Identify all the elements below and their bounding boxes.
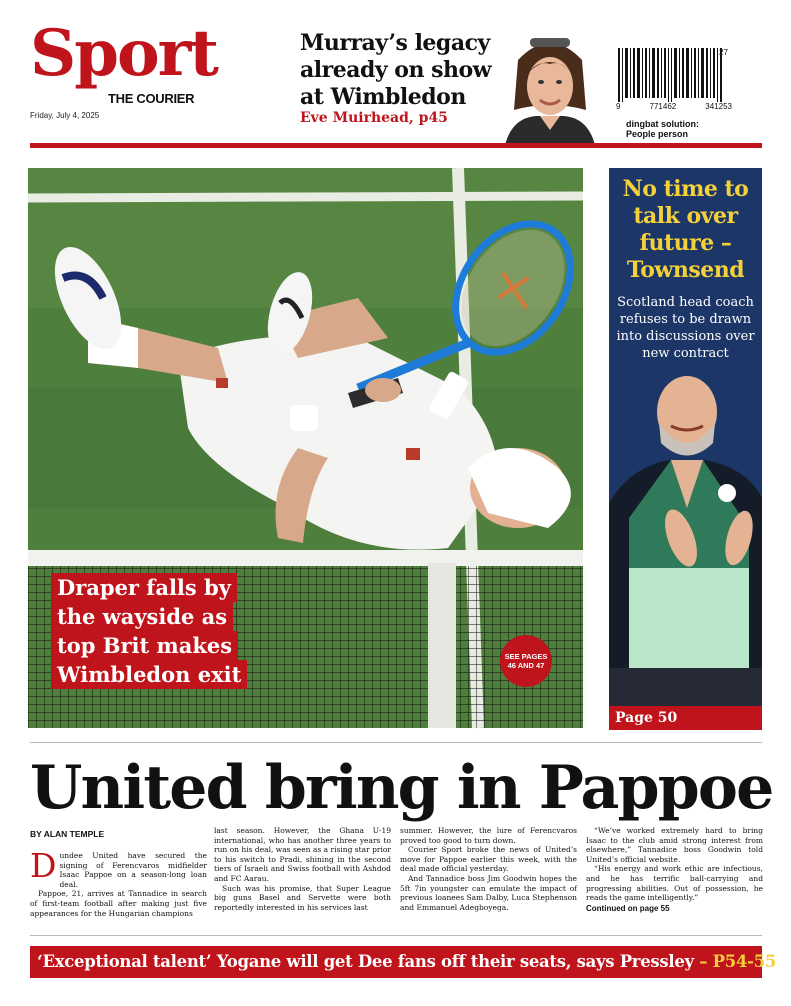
promo-byline[interactable]: Eve Muirhead, p45 bbox=[300, 110, 448, 126]
lead-headline-line-3[interactable]: top Brit makes bbox=[51, 631, 238, 660]
story-paragraph: undee United have secured the signing of Ferencvaros midfielder Isaac Pappoe on a season-long loan deal. bbox=[59, 851, 207, 889]
story-paragraph: Such was his promise, that Super League big guns Basel and Servette were both reportedly interested in his services last bbox=[214, 883, 391, 912]
dropcap: D bbox=[30, 846, 57, 885]
dingbat-answer: People person bbox=[626, 129, 689, 139]
barcode-digits-left: 9 bbox=[616, 102, 621, 111]
lead-photo[interactable] bbox=[28, 168, 583, 728]
continued-link[interactable]: Continued on page 55 bbox=[586, 903, 670, 913]
paper-name: THE COURIER bbox=[108, 91, 195, 106]
barcode-digits bbox=[614, 102, 734, 111]
lead-headline-line-2[interactable]: the wayside as bbox=[51, 602, 233, 631]
story-column-1 bbox=[30, 846, 207, 918]
story-column-2 bbox=[214, 826, 391, 912]
bottom-rule bbox=[30, 935, 762, 936]
masthead-rule bbox=[30, 143, 762, 148]
story-paragraph: “His energy and work ethic are infectious, and he has terrific ball-carrying and progressing abilities. Out of possession, he reads the game intelligently.” bbox=[586, 864, 763, 903]
lead-headline-line-1[interactable]: Draper falls by bbox=[51, 573, 237, 602]
barcode-digits-middle: 771462 bbox=[649, 102, 677, 111]
story-paragraph: “We’ve worked extremely hard to bring Isaac to the club amid strong interest from elsewhere,” Tannadice boss Goodwin told United’s official website. bbox=[586, 826, 763, 864]
sport-logo: Sport bbox=[30, 16, 217, 91]
bottom-promo-bar[interactable] bbox=[30, 946, 777, 978]
story-paragraph: Pappoe, 21, arrives at Tannadice in search of first-team football after making just five appearances for the Hungarian champions bbox=[30, 889, 207, 918]
story-headline[interactable]: United bring in Pappoe bbox=[30, 753, 773, 823]
story-paragraph: Courier Sport broke the news of United’s move for Pappoe earlier this week, with the deal made official yesterday. bbox=[400, 845, 577, 874]
see-pages-badge[interactable]: SEE PAGES 46 AND 47 bbox=[500, 635, 552, 687]
sidebar-standfirst: Scotland head coach refuses to be drawn into discussions over new contract bbox=[616, 295, 755, 361]
sidebar-headline[interactable]: No time to talk over future – Townsend bbox=[622, 176, 749, 283]
story-paragraph: summer. However, the lure of Ferencvaros proved too good to turn down. bbox=[400, 826, 577, 845]
bottom-promo-pages[interactable]: – P54-55 bbox=[693, 952, 777, 971]
coach-photo bbox=[609, 368, 762, 708]
story-byline: BY ALAN TEMPLE bbox=[30, 829, 105, 839]
story-paragraph: And Tannadice boss Jim Goodwin hopes the 5ft 7in youngster can emulate the impact of previous loanees Sam Dalby, Luca Stephenson and Emmanuel Adegboyega. bbox=[400, 873, 577, 912]
issue-number: 27 bbox=[719, 48, 728, 57]
masthead bbox=[0, 0, 791, 150]
issue-date: Friday, July 4, 2025 bbox=[30, 111, 100, 120]
story-paragraph: last season. However, the Ghana U-19 international, who has another three years to run on his deal, was seen as a rising star prior to his switch to Pradi, shining in the second tiers of Israeli and Swiss football with Ashdod and FC Aarau. bbox=[214, 826, 391, 883]
sidebar-page-ref[interactable]: Page 50 bbox=[609, 706, 762, 730]
columnist-photo bbox=[500, 30, 600, 145]
barcode-digits-right: 341253 bbox=[705, 102, 732, 111]
story-column-4 bbox=[586, 826, 763, 913]
lead-headline-line-4[interactable]: Wimbledon exit bbox=[51, 660, 247, 689]
bottom-promo-text[interactable]: ‘Exceptional talent’ Yogane will get Dee fans off their seats, says Pressley bbox=[37, 952, 694, 971]
story-rule bbox=[30, 742, 762, 743]
dingbat-label: dingbat solution: bbox=[626, 119, 699, 129]
promo-headline[interactable]: Murray’s legacy already on show at Wimbledon bbox=[300, 30, 492, 110]
sidebar-story[interactable] bbox=[609, 168, 762, 730]
story-column-3 bbox=[400, 826, 577, 912]
